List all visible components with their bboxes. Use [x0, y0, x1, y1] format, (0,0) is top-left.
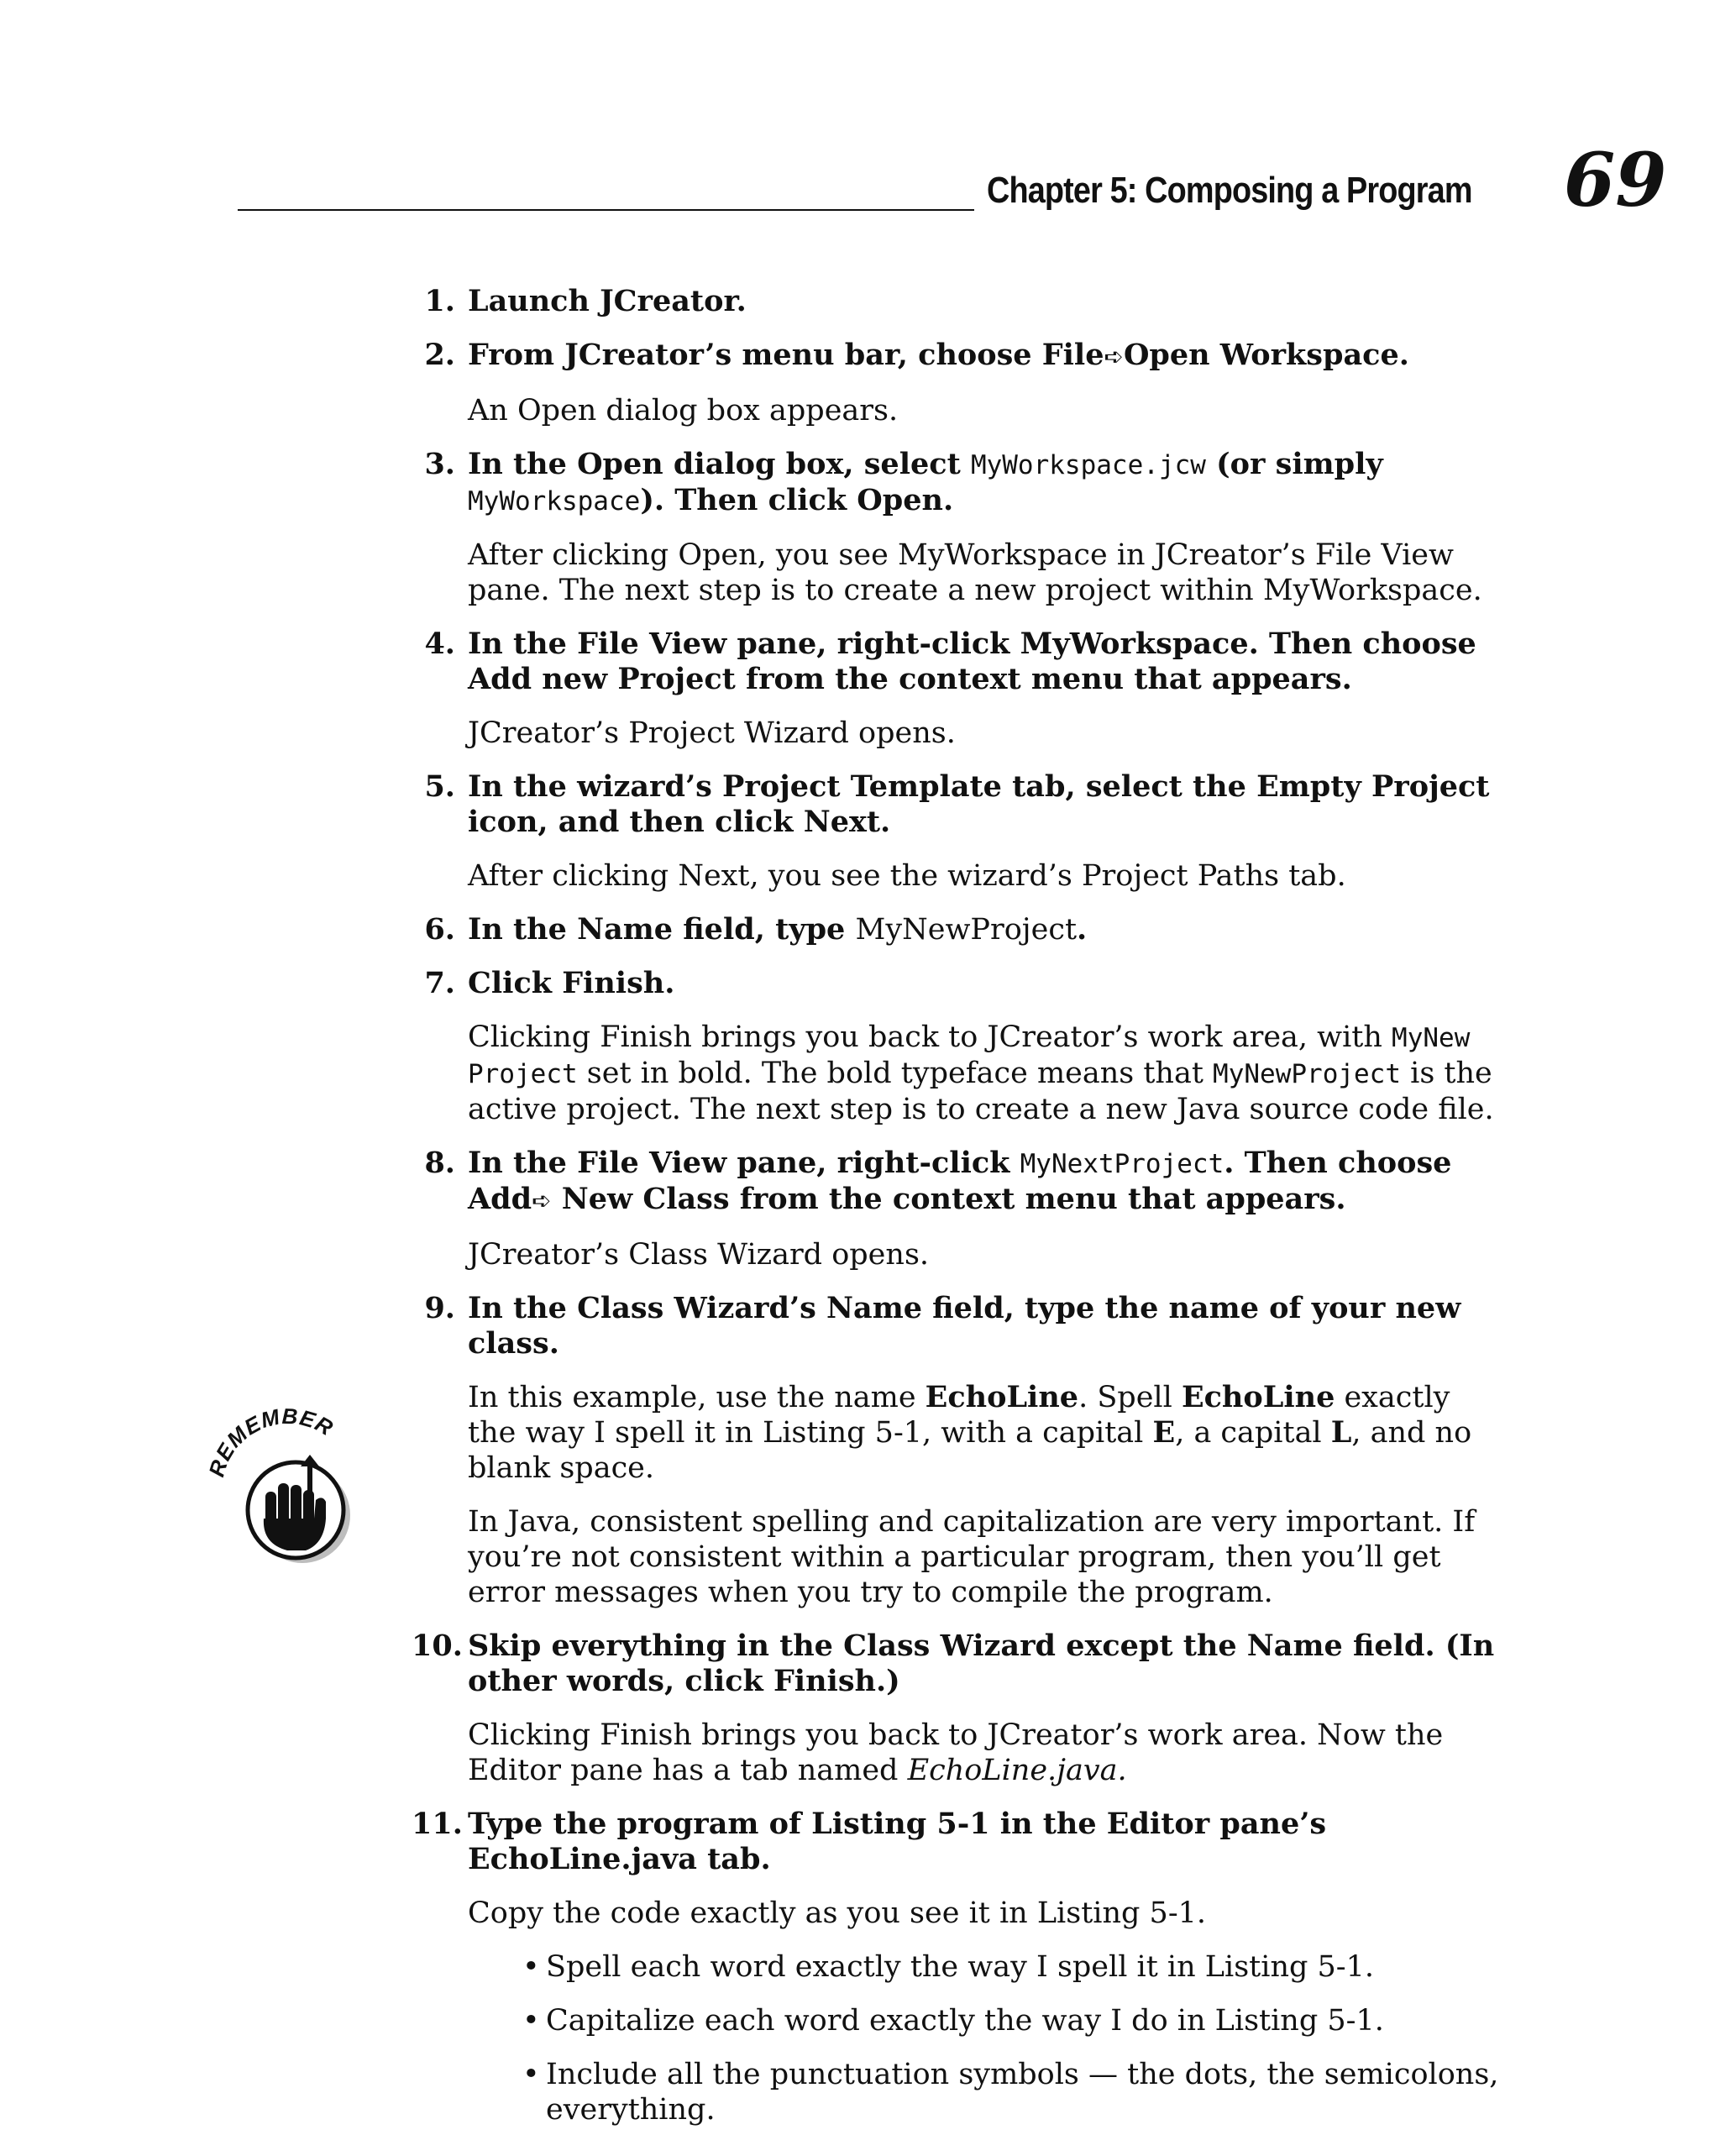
step-number: 10. — [412, 1629, 463, 1663]
step-instruction — [468, 1146, 1451, 1216]
chapter-title: Chapter 5: Composing a Program — [987, 170, 1472, 211]
step-1 — [412, 284, 1503, 319]
instruction-text: ). Then click Open. — [640, 483, 954, 517]
instruction-text: Open Workspace. — [1123, 338, 1409, 372]
bullet-icon: • — [522, 2058, 540, 2091]
step-5 — [412, 769, 1503, 840]
step-instruction: Type the program of Listing 5-1 in the Editor pane’s EchoLine.java tab. — [468, 1807, 1327, 1876]
bullet-icon: • — [522, 2004, 540, 2038]
capital-letter: L — [1330, 1415, 1352, 1450]
capital-letter: E — [1152, 1415, 1176, 1450]
note-text: . Spell — [1078, 1381, 1182, 1414]
step-6 — [412, 912, 1503, 947]
menu-arrow-icon: ➪ — [532, 1187, 552, 1214]
step-note: JCreator’s Project Wizard opens. — [468, 716, 956, 750]
typed-value: MyNewProject — [855, 913, 1078, 947]
step-number: 11. — [412, 1807, 463, 1841]
bullet-icon: • — [522, 1950, 540, 1984]
step-note: An Open dialog box appears. — [468, 394, 899, 428]
note-text: , a capital — [1175, 1416, 1331, 1450]
step-note — [412, 1020, 1503, 1127]
step-7 — [412, 966, 1503, 1001]
bullet-text: Capitalize each word exactly the way I do in Listing 5-1. — [546, 2004, 1384, 2038]
step-instruction: In the File View pane, right-click MyWorkspace. Then choose Add new Project from the context menu that appears. — [468, 627, 1476, 696]
code-project-name: MyNew Project — [468, 1023, 1471, 1089]
step-instruction: Skip everything in the Class Wizard except the Name field. (In other words, click Finish.) — [468, 1629, 1495, 1698]
step-note — [412, 1718, 1503, 1788]
step-note: JCreator’s Class Wizard opens. — [468, 1238, 930, 1272]
instruction-text: In the File View pane, right-click — [468, 1146, 1020, 1180]
page-number: 69 — [1564, 136, 1667, 223]
class-name: EchoLine — [1181, 1380, 1335, 1414]
code-filename: MyWorkspace.jcw — [970, 450, 1206, 480]
step-number: 6. — [424, 912, 455, 947]
note-text: In this example, use the name — [468, 1381, 926, 1414]
step-number: 2. — [424, 338, 455, 372]
instruction-text: In the Name field, type — [468, 912, 856, 947]
bullet-item — [412, 2003, 1503, 2038]
code-project-name: MyNewProject — [1213, 1059, 1402, 1089]
step-number: 5. — [424, 769, 455, 804]
note-text: Clicking Finish brings you back to JCreator’s work area. Now the Editor pane has a tab named — [468, 1718, 1444, 1787]
note-text: exactly the way I spell it in Listing 5-1, with a capital — [468, 1381, 1450, 1450]
step-note — [412, 1380, 1503, 1486]
code-filename: MyWorkspace — [468, 486, 641, 517]
step-11 — [412, 1807, 1503, 1877]
step-note: After clicking Next, you see the wizard’s Project Paths tab. — [468, 859, 1346, 893]
step-number: 9. — [424, 1291, 455, 1325]
class-name: EchoLine — [925, 1380, 1079, 1414]
step-note: Copy the code exactly as you see it in Listing 5-1. — [468, 1896, 1207, 1930]
step-number: 4. — [424, 627, 455, 661]
instruction-text: . — [1077, 912, 1088, 947]
step-instruction: Click Finish. — [468, 966, 675, 1000]
step-10 — [412, 1629, 1503, 1699]
step-instruction: Launch JCreator. — [468, 284, 747, 318]
menu-arrow-icon: ➪ — [1104, 343, 1124, 370]
instruction-list — [412, 284, 1503, 2146]
bullet-text: Spell each word exactly the way I spell it in Listing 5-1. — [546, 1950, 1374, 1984]
note-text: set in bold. The bold typeface means that — [577, 1057, 1214, 1090]
step-instruction: In the wizard’s Project Template tab, select the Empty Project icon, and then click Next. — [468, 769, 1490, 839]
note-text: , and no blank space. — [468, 1416, 1472, 1485]
bullet-text: Include all the punctuation symbols — the dots, the semicolons, everything. — [546, 2058, 1499, 2127]
note-text: is the active project. The next step is to create a new Java source code file. — [468, 1057, 1494, 1126]
step-number: 3. — [424, 447, 455, 481]
bullet-item — [412, 1949, 1503, 1985]
instruction-text: (or simply — [1205, 447, 1383, 481]
instruction-text: New Class from the context menu that appears. — [551, 1182, 1346, 1216]
step-8 — [412, 1146, 1503, 1219]
step-number: 7. — [424, 966, 455, 1000]
step-9 — [412, 1291, 1503, 1361]
bullet-item — [412, 2057, 1503, 2127]
step-number: 8. — [424, 1146, 455, 1180]
step-instruction — [468, 912, 1087, 947]
instruction-text: In the Open dialog box, select — [468, 447, 971, 481]
remember-note: In Java, consistent spelling and capitalization are very important. If you’re not consistent within a particular program, then you’ll get error messages when you try to compile the program. — [468, 1505, 1476, 1609]
header-rule — [238, 209, 974, 211]
code-project-name: MyNextProject — [1020, 1149, 1224, 1179]
step-2 — [412, 338, 1503, 375]
note-text: Clicking Finish brings you back to JCreator’s work area, with — [468, 1020, 1392, 1054]
remember-icon — [207, 1401, 366, 1569]
step-instruction — [468, 338, 1409, 372]
step-instruction: In the Class Wizard’s Name field, type the name of your new class. — [468, 1291, 1461, 1361]
step-4 — [412, 627, 1503, 697]
instruction-text: From JCreator’s menu bar, choose File — [468, 338, 1104, 372]
instruction-text: . Then choose Add — [468, 1146, 1452, 1216]
step-3 — [412, 447, 1503, 519]
remember-label: EMEMBER — [210, 1403, 338, 1465]
step-number: 1. — [424, 284, 455, 318]
step-instruction — [468, 447, 1383, 517]
step-note: After clicking Open, you see MyWorkspace in JCreator’s File View pane. The next step is to create a new project within MyWorkspace. — [468, 538, 1482, 607]
tab-name: EchoLine.java. — [907, 1754, 1127, 1787]
